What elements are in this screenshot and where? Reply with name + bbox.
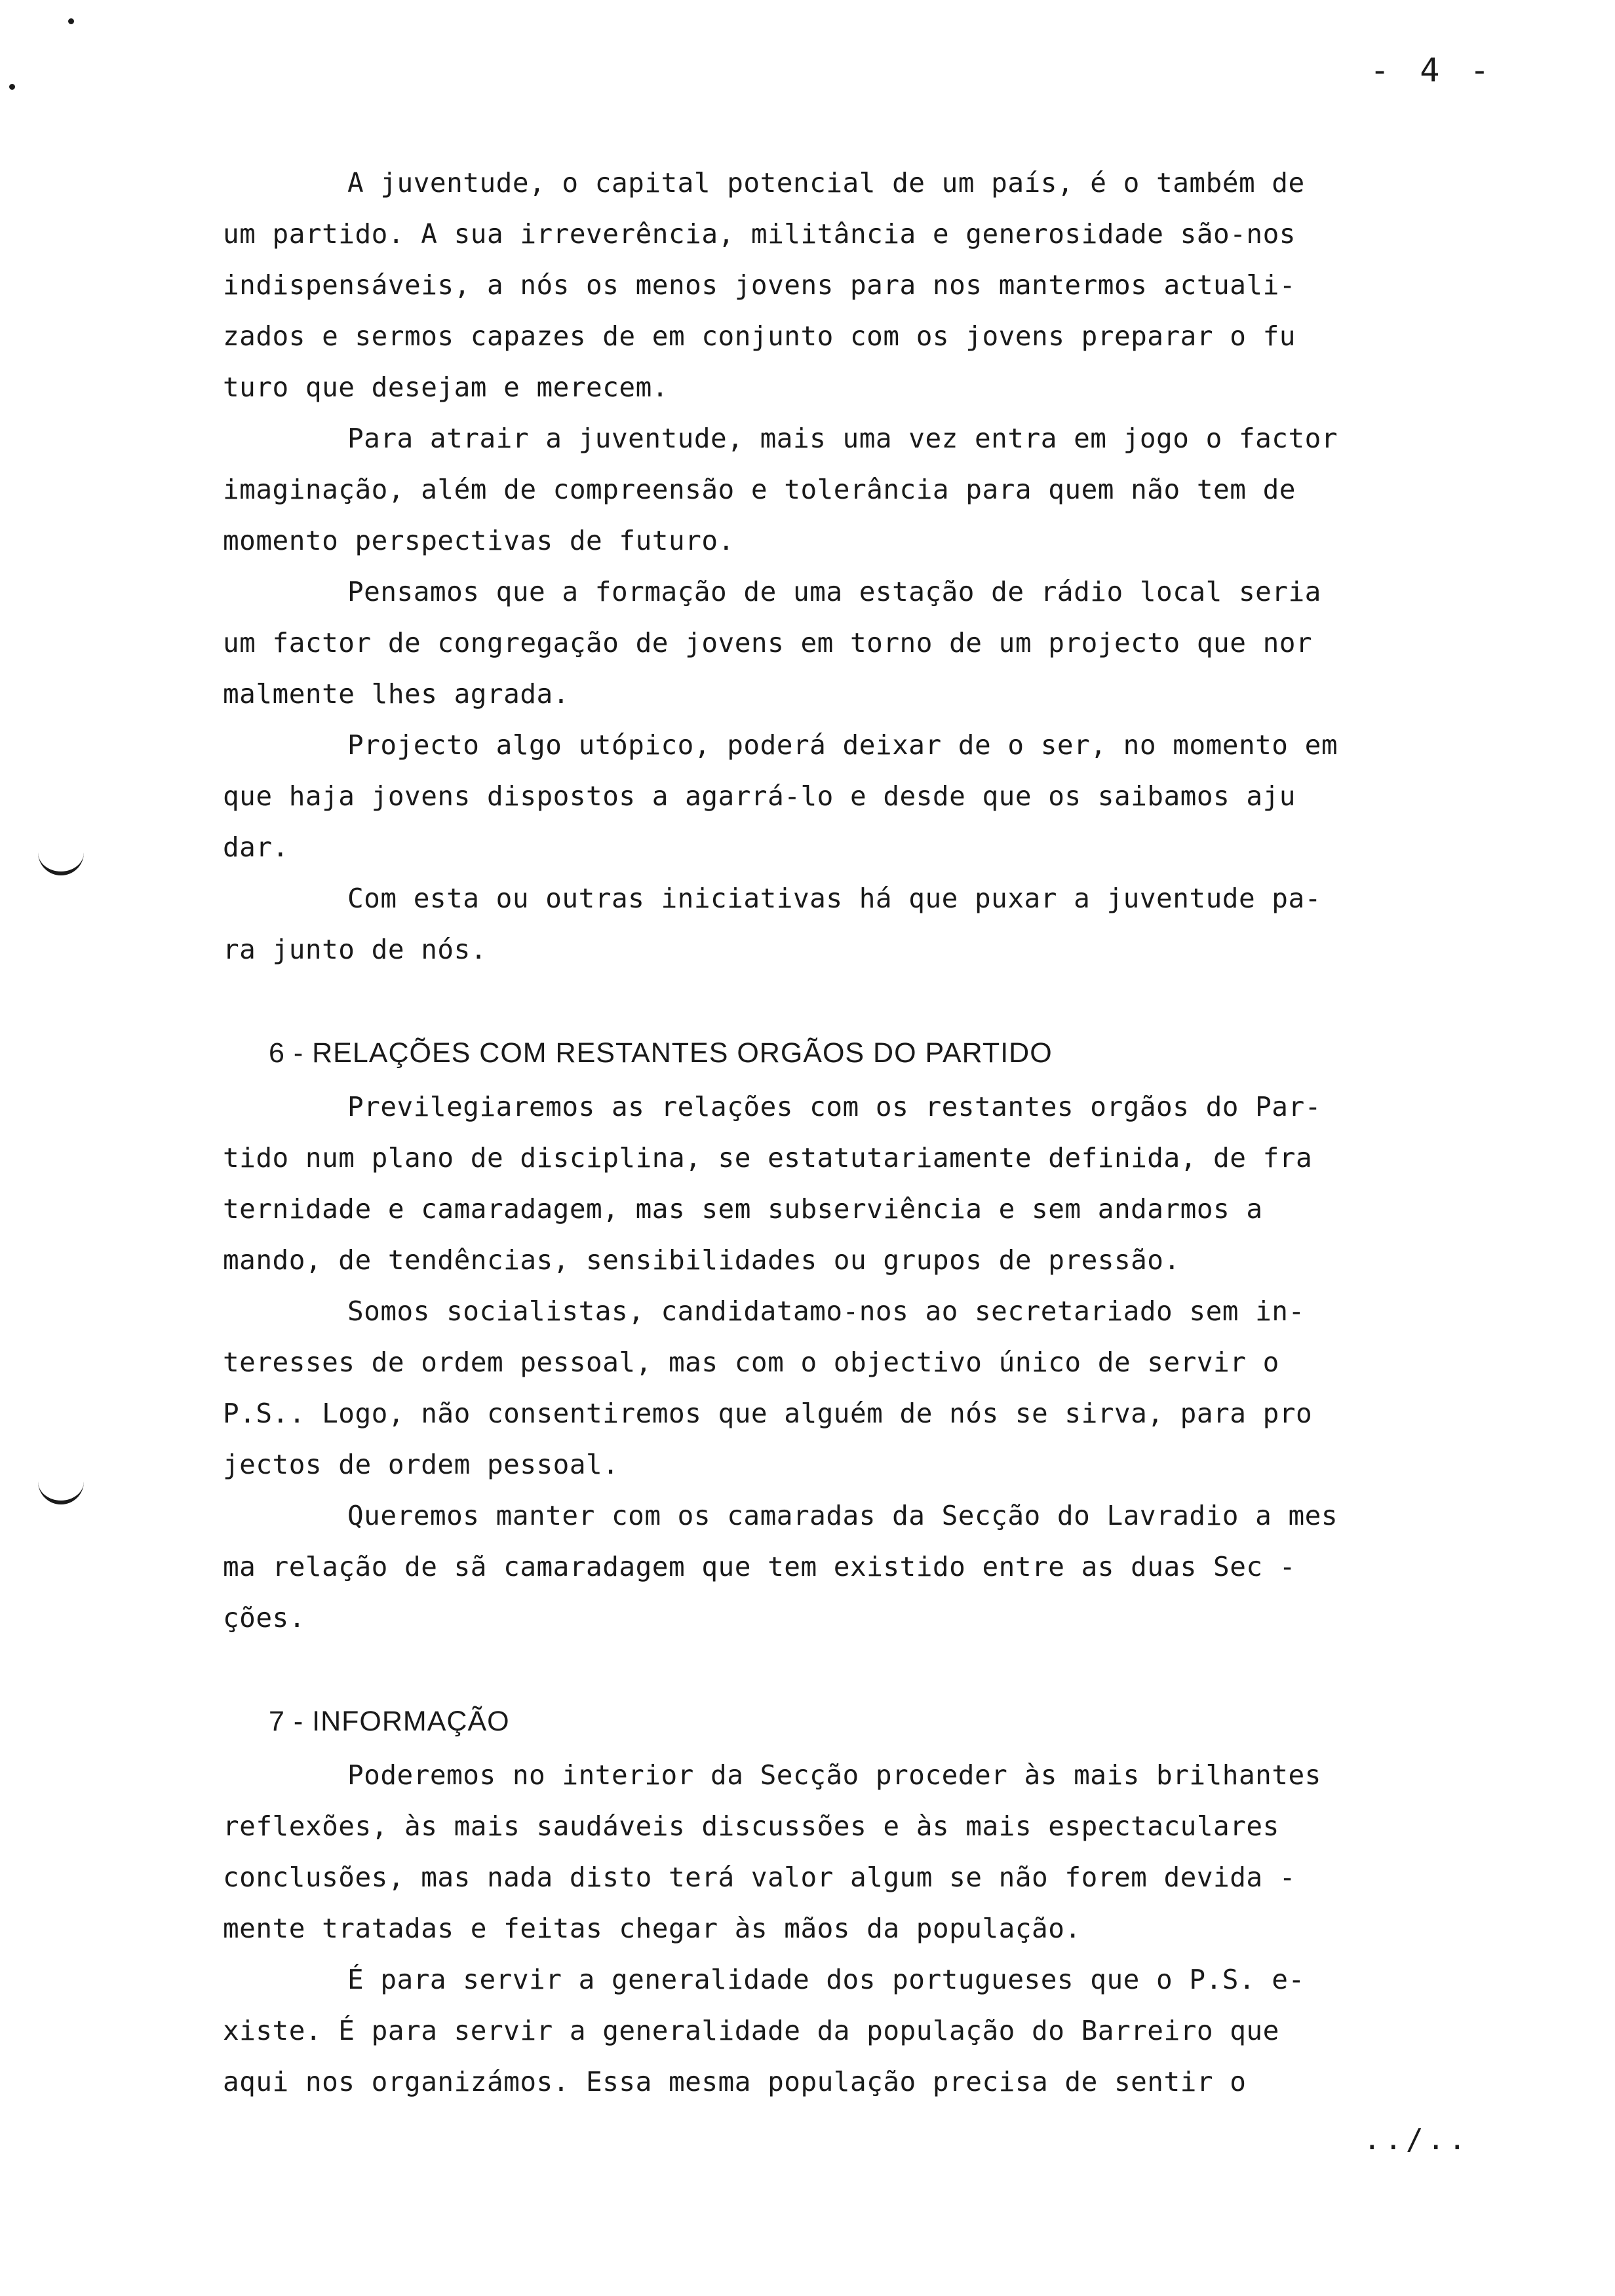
section-heading-relacoes: 6 - RELAÇÕES COM RESTANTES ORGÃOS DO PARTIDO [269, 1037, 1053, 1069]
paragraph: Com esta ou outras iniciativas há que puxar a juventude pa- ra junto de nós. [223, 883, 1321, 965]
continuation-mark: ../.. [1363, 2123, 1470, 2156]
punch-hole-mark [38, 845, 84, 875]
paragraph: Projecto algo utópico, poderá deixar de o ser, no momento em que haja jovens dispostos a agarrá-lo e desde que os saibamos aju dar. [223, 729, 1338, 863]
scan-speck [68, 18, 74, 24]
paragraph: Somos socialistas, candidatamo-nos ao secretariado sem in- teresses de ordem pessoal, mas com o objectivo único de servir o P.S.. Logo, não consentiremos que alguém de nós se sirva, para pro jectos de ordem pessoal. [223, 1295, 1313, 1480]
document-body [223, 157, 1573, 2107]
page-number: - 4 - [1370, 51, 1495, 89]
paragraph: É para servir a generalidade dos portugueses que o P.S. e- xiste. É para servir a generalidade da população do Barreiro que aqui nos organizámos. Essa mesma população precisa de sentir o [223, 1964, 1305, 2097]
paragraph: Pensamos que a formação de uma estação de rádio local seria um factor de congregação de jovens em torno de um projecto que nor malmente lhes agrada. [223, 576, 1321, 710]
paragraph: A juventude, o capital potencial de um país, é o também de um partido. A sua irreverência, militância e generosidade são-nos indispensáveis, a nós os menos jovens para nos mantermos actuali- zados e sermos capazes de em conjunto com os jovens preparar o fu turo que desejam e merecem. [223, 167, 1305, 403]
paragraph: Previlegiaremos as relações com os restantes orgãos do Par- tido num plano de disciplina, se estatutariamente definida, de fra ternidade e camaradagem, mas sem subserviência e sem andarmos a mando, de tendências, sensibilidades ou grupos de pressão. [223, 1091, 1321, 1276]
paragraph: Poderemos no interior da Secção proceder às mais brilhantes reflexões, às mais saudáveis discussões e às mais espectaculares conclusões, mas nada disto terá valor algum se não forem devida - mente tratadas e feitas chegar às mãos da população. [223, 1759, 1321, 1944]
paragraph: Queremos manter com os camaradas da Secção do Lavradio a mes ma relação de sã camaradagem que tem existido entre as duas Sec - ções. [223, 1500, 1338, 1634]
paragraph: Para atrair a juventude, mais uma vez entra em jogo o factor imaginação, além de compreensão e tolerância para quem não tem de momento perspectivas de futuro. [223, 423, 1338, 556]
section-heading-informacao: 7 - INFORMAÇÃO [269, 1706, 510, 1737]
scan-speck [9, 84, 15, 90]
punch-hole-mark [38, 1474, 84, 1504]
